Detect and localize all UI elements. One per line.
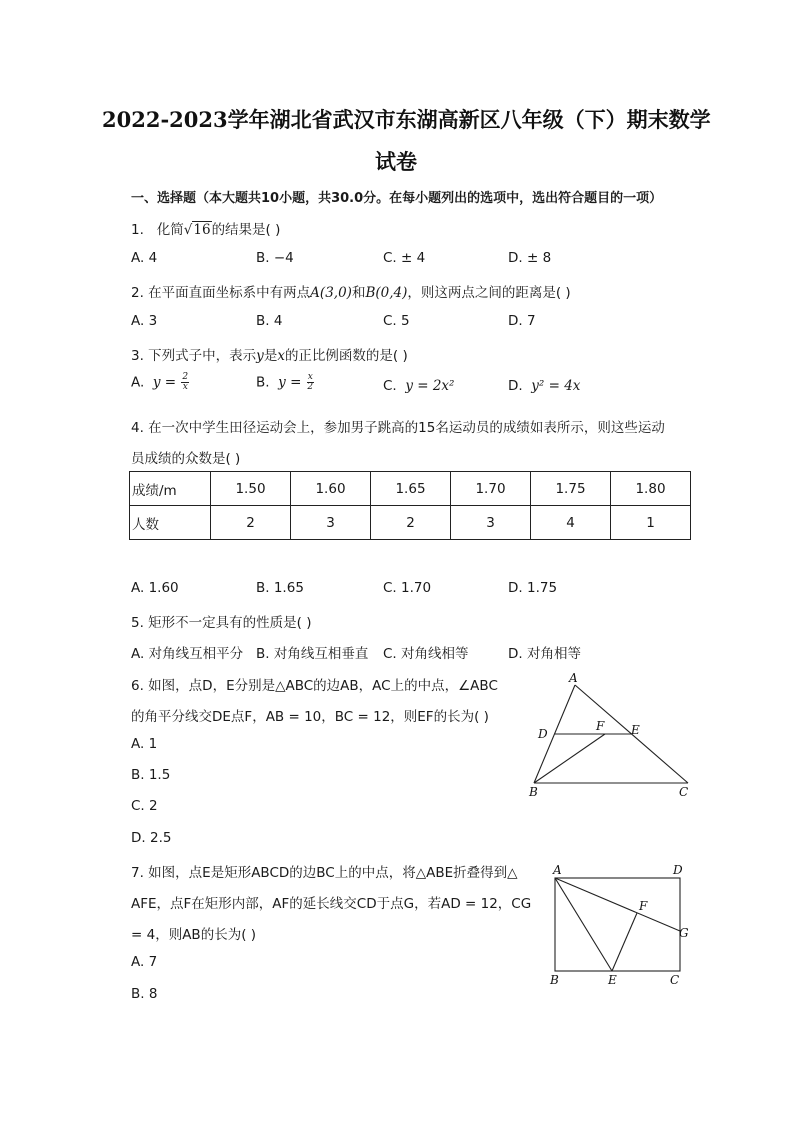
table-cell: 1.70 — [451, 472, 531, 506]
q1-option-d: D. ± 8 — [508, 250, 552, 266]
table-cell: 4 — [531, 506, 611, 540]
label-b: B — [550, 973, 559, 987]
table-cell: 2 — [371, 506, 451, 540]
question-6-line1: 6. 如图，点D，E分别是△ABC的边AB，AC上的中点，∠ABC — [131, 678, 498, 694]
q3-pre: 3. 下列式子中，表示 — [131, 348, 257, 364]
q2-post: ，则这两点之间的距离是( ) — [407, 285, 571, 301]
q3-var-x: x — [277, 348, 285, 364]
label-c: C — [679, 785, 689, 799]
q3-post: 的正比例函数的是( ) — [284, 348, 408, 364]
q5-option-a: A. 对角线互相平分 — [131, 646, 244, 662]
q2-point-a: A(3,0) — [310, 285, 352, 301]
question-2 — [131, 281, 571, 301]
table-cell: 1.50 — [211, 472, 291, 506]
q3-option-b: B. y = $\frac{x}{2}$ — [256, 372, 314, 392]
q5-option-d: D. 对角相等 — [508, 646, 581, 662]
table-cell: 2 — [211, 506, 291, 540]
table-row — [130, 506, 691, 540]
label-f: F — [639, 899, 648, 913]
section-header: 一、选择题（本大题共10小题，共30.0分。在每小题列出的选项中，选出符合题目的一项） — [131, 191, 663, 206]
question-7-line2: AFE，点F在矩形内部，AF的延长线交CD于点G，若AD = 12，CG — [131, 896, 532, 912]
q1-option-b: B. −4 — [256, 250, 294, 266]
q1-option-c: C. ± 4 — [383, 250, 426, 266]
label-f: F — [596, 719, 605, 733]
q5-option-b: B. 对角线互相垂直 — [256, 646, 369, 662]
table-cell: 1 — [611, 506, 691, 540]
q7-option-a: A. 7 — [131, 954, 158, 970]
question-1: 1. 化简√16的结果是( ) — [131, 222, 281, 238]
table-cell: 1.80 — [611, 472, 691, 506]
question-4-line2: 员成绩的众数是( ) — [131, 451, 241, 467]
q4-option-a: A. 1.60 — [131, 580, 179, 596]
label-d: D — [538, 727, 548, 741]
label-g: G — [679, 926, 689, 940]
label-a: A — [553, 863, 562, 877]
question-7-line1: 7. 如图，点E是矩形ABCD的边BC上的中点，将△ABE折叠得到△ — [131, 865, 518, 881]
table-cell: 3 — [451, 506, 531, 540]
question-4-line1: 4. 在一次中学生田径运动会上，参加男子跳高的15名运动员的成绩如表所示，则这些运动 — [131, 420, 665, 436]
q2-pre: 2. 在平面直面坐标系中有两点 — [131, 285, 311, 301]
q4-option-b: B. 1.65 — [256, 580, 304, 596]
q7-rectangle-figure — [545, 860, 705, 992]
q6-option-b: B. 1.5 — [131, 767, 171, 783]
q3-mid: 是 — [263, 348, 278, 364]
q6-option-d: D. 2.5 — [131, 830, 172, 846]
q2-option-a: A. 3 — [131, 313, 158, 329]
q6-triangle-figure — [520, 670, 700, 805]
q6-option-c: C. 2 — [131, 798, 158, 814]
q2-option-c: C. 5 — [383, 313, 410, 329]
label-d: D — [673, 863, 683, 877]
q1-option-a: A. 4 — [131, 250, 158, 266]
score-table — [129, 471, 691, 540]
q4-option-c: C. 1.70 — [383, 580, 432, 596]
table-cell: 成绩/m — [130, 472, 211, 506]
page-title-line1: 2022-2023学年湖北省武汉市东湖高新区八年级（下）期末数学 — [102, 107, 711, 132]
question-3 — [131, 344, 408, 364]
label-e: E — [631, 723, 640, 737]
q3-option-c: C. y = 2x² — [383, 378, 455, 394]
question-7-line3: = 4，则AB的长为( ) — [131, 927, 257, 943]
page-title-line2: 试卷 — [375, 149, 417, 174]
table-row — [130, 472, 691, 506]
q1-pre: 化简 — [156, 222, 184, 238]
q6-option-a: A. 1 — [131, 736, 158, 752]
table-cell: 1.65 — [371, 472, 451, 506]
table-cell: 1.75 — [531, 472, 611, 506]
label-e: E — [608, 973, 617, 987]
table-cell: 3 — [291, 506, 371, 540]
q3-option-a: A. y = $\frac{2}{x}$ — [131, 372, 189, 392]
q5-option-c: C. 对角线相等 — [383, 646, 469, 662]
q1-radicand: 16 — [193, 222, 211, 238]
label-b: B — [529, 785, 538, 799]
q3-option-d: D. y² = 4x — [508, 378, 581, 394]
question-5: 5. 矩形不一定具有的性质是( ) — [131, 615, 312, 631]
table-cell: 1.60 — [291, 472, 371, 506]
q7-option-b: B. 8 — [131, 986, 158, 1002]
q2-option-d: D. 7 — [508, 313, 536, 329]
q1-post: 的结果是( ) — [211, 222, 281, 238]
question-6-line2: 的角平分线交DE点F，AB = 10，BC = 12，则EF的长为( ) — [131, 709, 489, 725]
q2-point-b: B(0,4) — [365, 285, 408, 301]
label-c: C — [670, 973, 680, 987]
q2-mid: 和 — [351, 285, 366, 301]
q1-number: 1. — [131, 222, 144, 238]
q2-option-b: B. 4 — [256, 313, 283, 329]
label-a: A — [569, 671, 578, 685]
q3-var-y: y — [256, 348, 264, 364]
q4-option-d: D. 1.75 — [508, 580, 558, 596]
table-cell: 人数 — [130, 506, 211, 540]
